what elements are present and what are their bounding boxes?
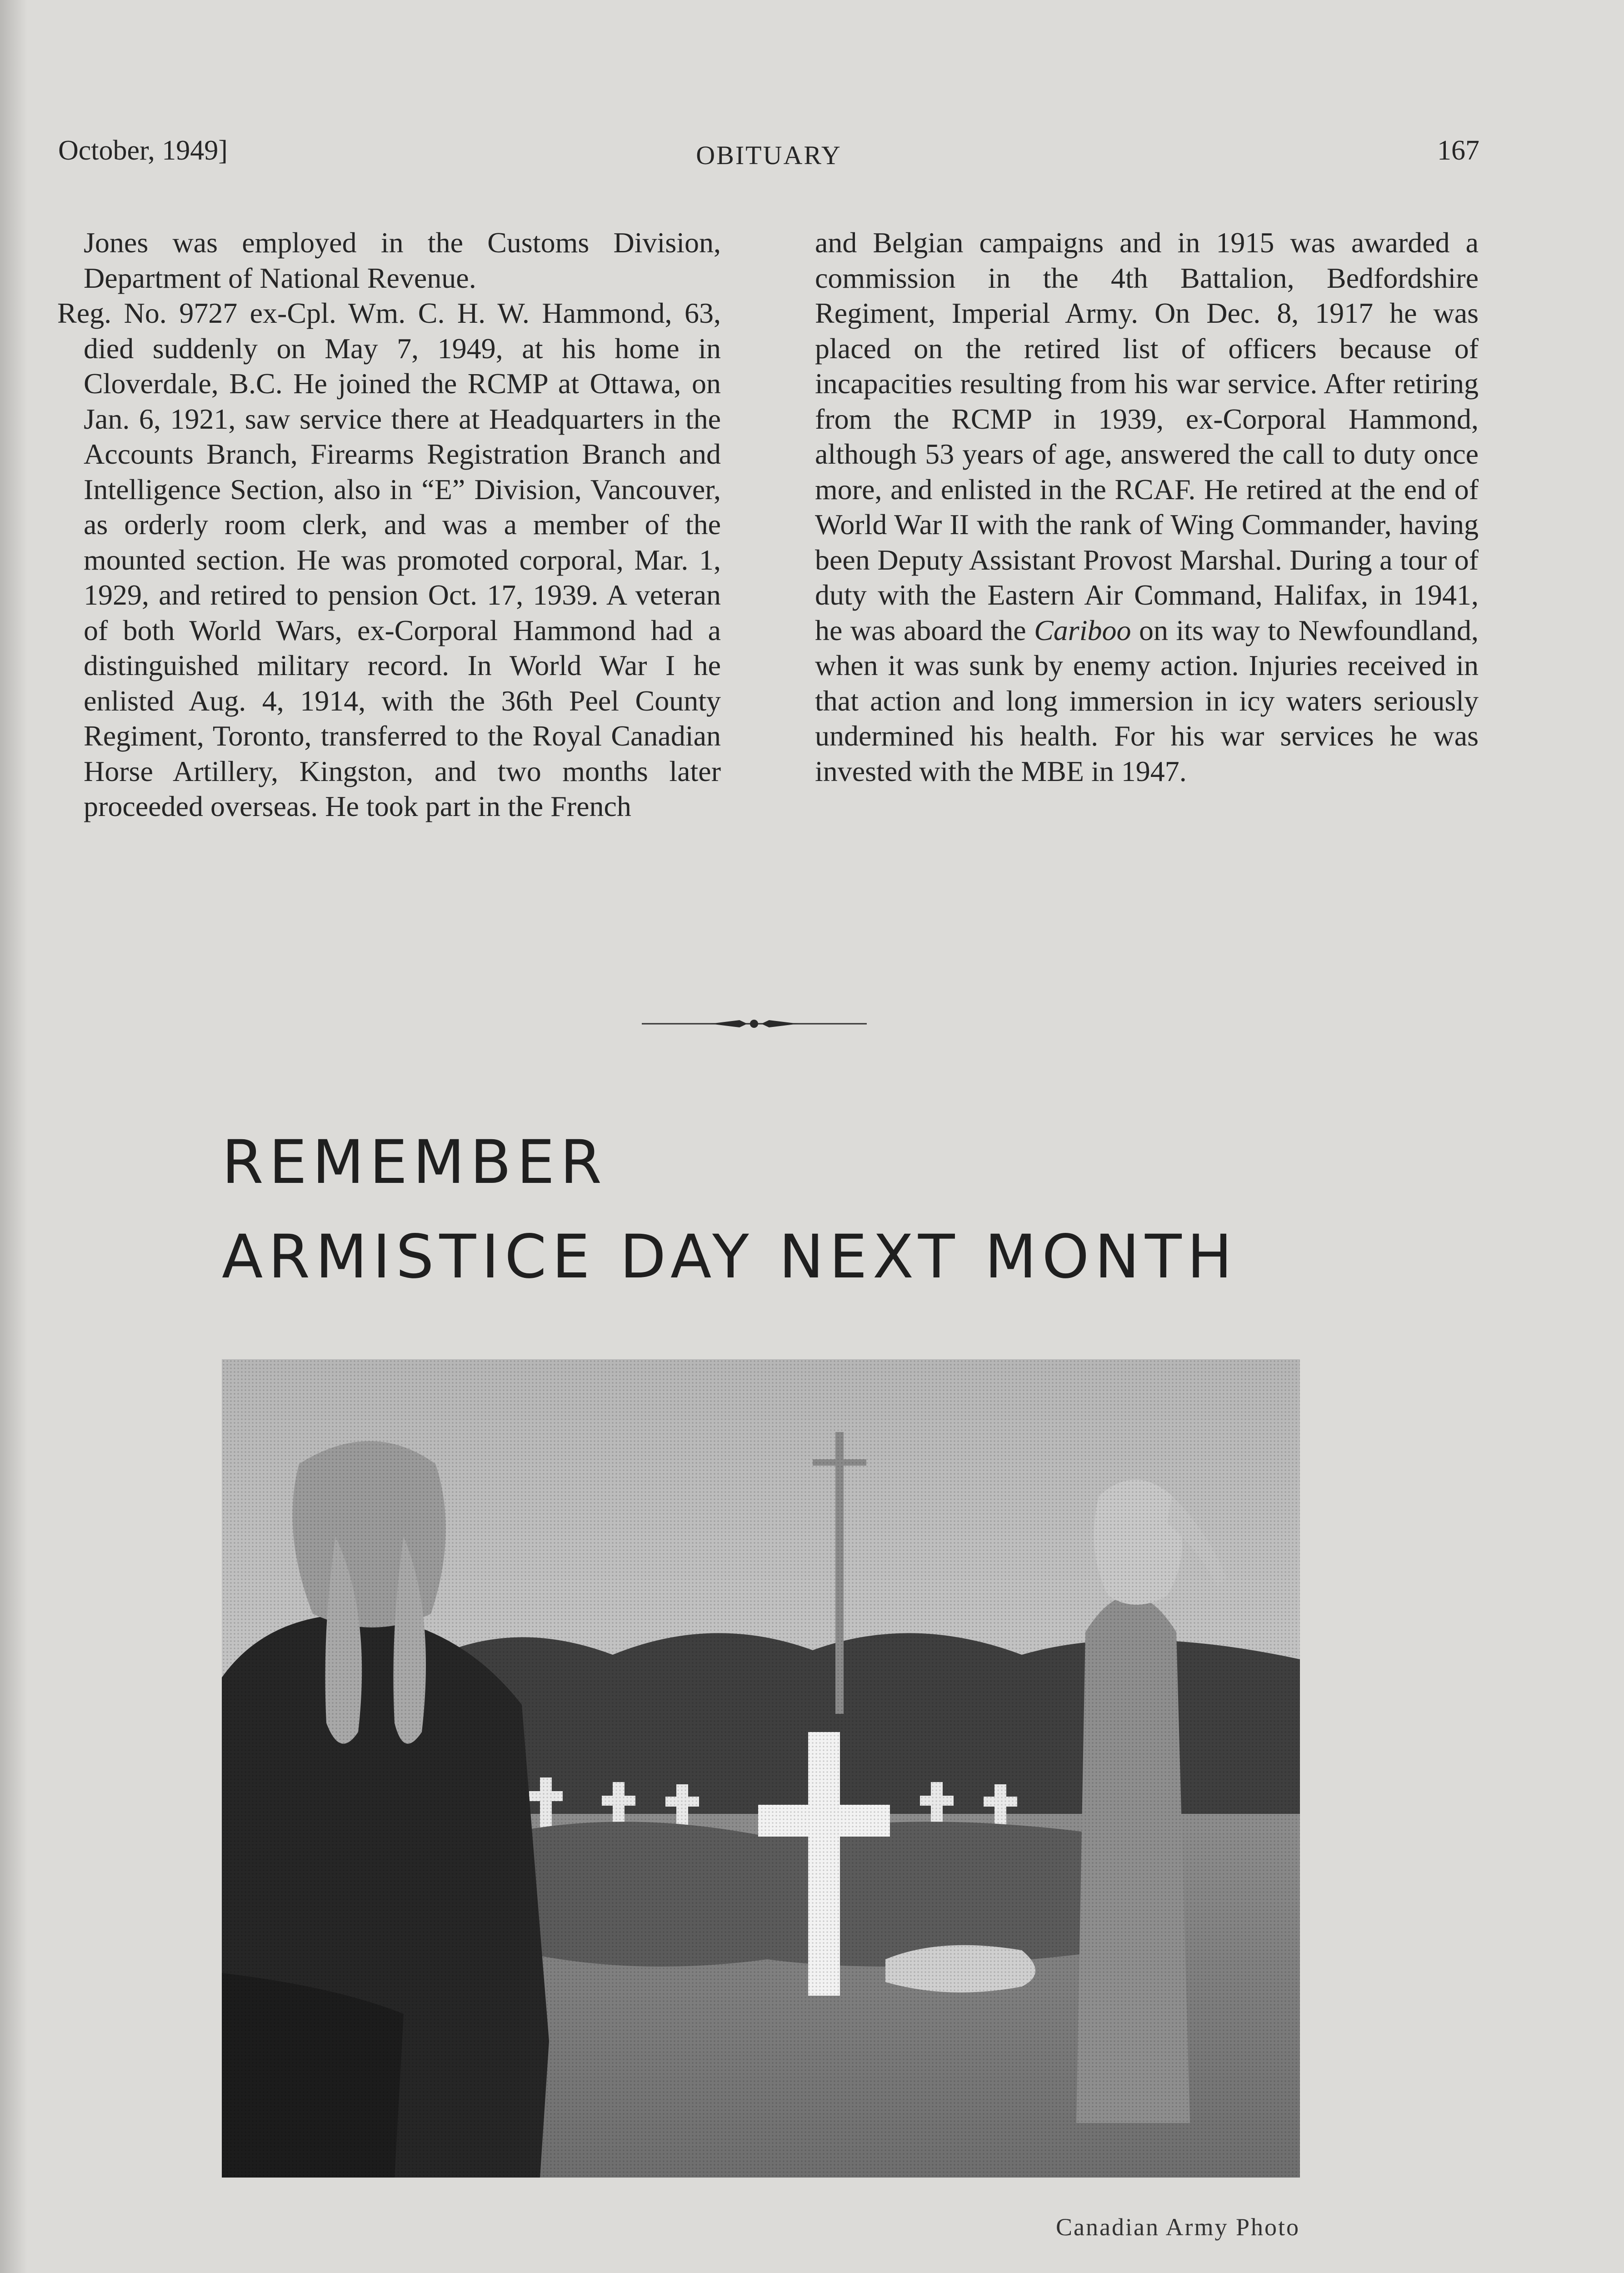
page-edge-shadow (0, 0, 27, 2273)
obituary-left-column (57, 225, 721, 824)
headline-line-1: REMEMBER (222, 1127, 607, 1197)
ship-name: Cariboo (1034, 614, 1131, 646)
cemetery-photo-illustration (222, 1359, 1300, 2178)
obituary-paragraph-jones: Jones was employed in the Customs Division, Department of National Revenue. (84, 226, 721, 294)
header-page-number: 167 (1437, 135, 1479, 166)
obituary-text-part2: on its way to Newfoundland, when it was sunk by enemy action. Injuries received in that action and long immersion in icy waters seriously undermined his health. For his war services he was invested with the MBE in 1947. (815, 614, 1479, 787)
photo-credit: Canadian Army Photo (1056, 2213, 1300, 2241)
cemetery-photo (222, 1359, 1300, 2178)
header-section-title: OBITUARY (696, 140, 842, 170)
page-header (58, 135, 1479, 175)
headline-line-2: ARMISTICE DAY NEXT MONTH (222, 1222, 1238, 1292)
obituary-paragraph-hammond-continued (815, 225, 1479, 789)
obituary-text-part1: and Belgian campaigns and in 1915 was awarded a commission in the 4th Battalion, Bedfordshire Regiment, Imperial Army. On Dec. 8, 1917 he was placed on the retired list of officers because of incapacities resulting from his war service. After retiring from the RCMP in 1939, ex-Corporal Hammond, although 53 years of age, answered the call to duty once more, and enlisted in the RCAF. He retired at the end of World War II with the rank of Wing Commander, having been Deputy Assistant Provost Marshal. During a tour of duty with the Eastern Air Command, Halifax, in 1941, he was aboard the (815, 226, 1479, 646)
obituary-paragraph-hammond: Reg. No. 9727 ex-Cpl. Wm. C. H. W. Hammond, 63, died suddenly on May 7, 1949, at his home in Cloverdale, B.C. He joined the RCMP at Ottawa, on Jan. 6, 1921, saw service there at Headquarters in the Accounts Branch, Firearms Registration Branch and Intelligence Section, also in “E” Division, Vancouver, as orderly room clerk, and was a member of the mounted section. He was promoted corporal, Mar. 1, 1929, and retired to pension Oct. 17, 1939. A veteran of both World Wars, ex-Corporal Hammond had a distinguished military record. In World War I he enlisted Aug. 4, 1914, with the 36th Peel County Regiment, Toronto, transferred to the Royal Canadian Horse Artillery, Kingston, and two months later proceeded overseas. He took part in the French (57, 297, 721, 822)
obituary-right-column (815, 225, 1479, 789)
header-date: October, 1949] (58, 135, 228, 166)
ornamental-divider (642, 1015, 867, 1033)
